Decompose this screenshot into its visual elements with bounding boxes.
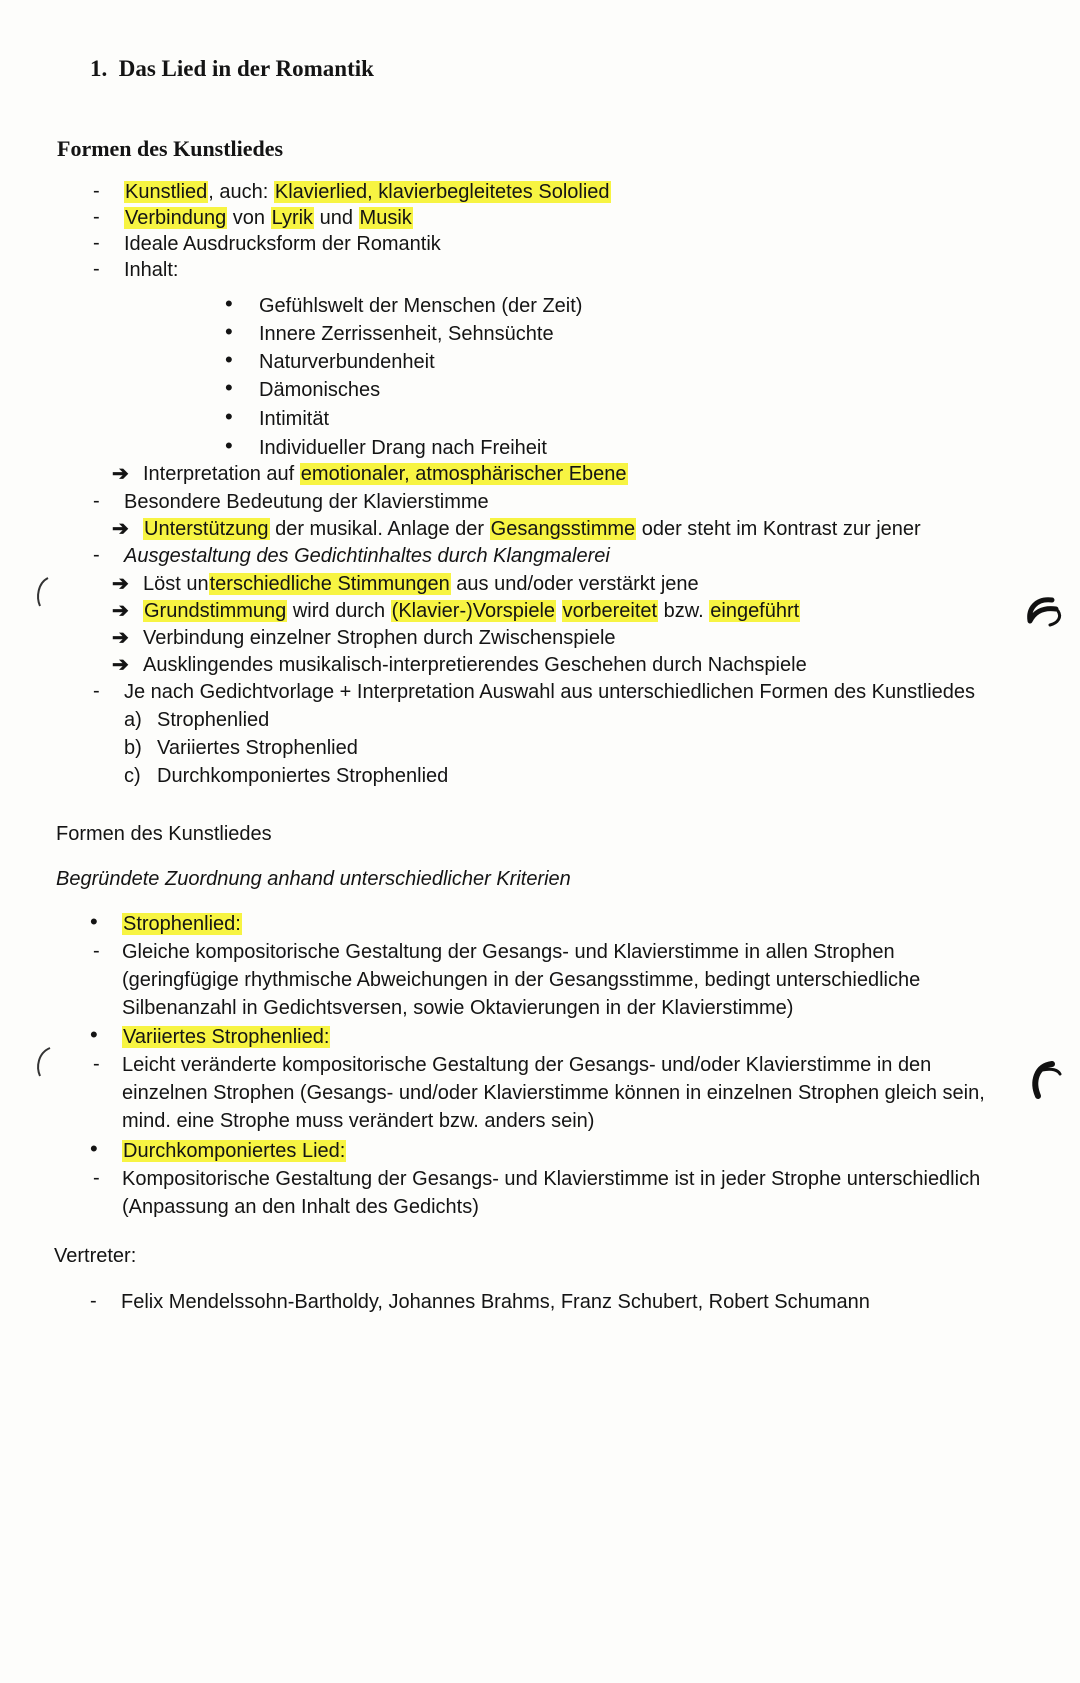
dash-marker: - [93, 940, 100, 962]
form-description-line: Gleiche kompositorische Gestaltung der Gesangs- und Klavierstimme in allen Strophen [122, 941, 895, 963]
margin-bracket-mark [30, 1045, 56, 1079]
dash-marker: - [93, 180, 100, 202]
bullet-marker: • [90, 1022, 98, 1047]
bullet-marker: • [225, 375, 233, 400]
form-description-line: Silbenanzahl in Gedichtsversen, sowie Oktavierungen in der Klavierstimme) [122, 997, 794, 1019]
bullet-marker: • [225, 291, 233, 316]
highlight-text: Grundstimmung [144, 600, 287, 622]
highlight-text: Durchkomponiertes Lied: [123, 1140, 346, 1162]
form-description-line: Kompositorische Gestaltung der Gesangs- und Klavierstimme ist in jeder Strophe unterschiedlich [122, 1168, 981, 1190]
highlight-text: (Klavier-)Vorspiele [391, 600, 556, 622]
form-label-durchkomponiert [122, 1139, 346, 1163]
arrow-item-zwischenspiele: Verbindung einzelner Strophen durch Zwischenspiele [143, 627, 616, 649]
form-letter: c) [124, 765, 141, 787]
arrow-item-grundstimmung: Grundstimmung wird durch (Klavier-)Vorspiele vorbereitet bzw. eingeführt [144, 600, 800, 622]
representatives-label: Vertreter: [54, 1245, 137, 1267]
highlight-text: emotionaler, atmosphärischer Ebene [300, 463, 627, 485]
content-bullet: Gefühlswelt der Menschen (der Zeit) [259, 295, 583, 317]
arrow-item-stimmungen: Löst unterschiedliche Stimmungen aus und/oder verstärkt jene [143, 573, 699, 595]
bullet-marker: • [225, 433, 233, 458]
dash-marker: - [93, 258, 100, 280]
form-description-line: (Anpassung an den Inhalt des Gedichts) [122, 1196, 479, 1218]
bullet-marker: • [225, 404, 233, 429]
bullet-marker: • [225, 347, 233, 372]
form-description-line: (geringfügige rhythmische Abweichungen in der Gesangsstimme, bedingt unterschiedliche [122, 969, 921, 991]
subheading-italic: Begründete Zuordnung anhand unterschiedlicher Kriterien [56, 868, 571, 890]
content-bullet: Dämonisches [259, 379, 381, 401]
dash-marker: - [93, 206, 100, 228]
list-item-verbindung: Verbindung von Lyrik und Musik [125, 207, 412, 229]
form-description-line: Leicht veränderte kompositorische Gestaltung der Gesangs- und/oder Klavierstimme in den [122, 1054, 932, 1076]
content-bullet: Innere Zerrissenheit, Sehnsüchte [259, 323, 554, 345]
form-name: Variiertes Strophenlied [157, 737, 358, 759]
form-name: Durchkomponiertes Strophenlied [157, 765, 449, 787]
arrow-icon: ➔ [112, 573, 129, 595]
highlight-text: Strophenlied: [123, 913, 241, 935]
dash-marker: - [93, 1167, 100, 1189]
highlight-text: Klavierlied, klavierbegleitetes Sololied [274, 181, 610, 203]
arrow-icon: ➔ [112, 627, 129, 649]
page-title [90, 56, 374, 82]
arrow-icon: ➔ [112, 463, 129, 485]
content-bullet: Naturverbundenheit [259, 351, 435, 373]
bullet-marker: • [90, 909, 98, 934]
form-letter: b) [124, 737, 142, 759]
list-item-klangmalerei: Ausgestaltung des Gedichtinhaltes durch Klangmalerei [124, 545, 610, 567]
dash-marker: - [90, 1290, 97, 1312]
margin-hole-mark [1026, 1060, 1066, 1104]
dash-marker: - [93, 544, 100, 566]
highlight-text: Verbindung [125, 207, 227, 229]
form-letter: a) [124, 709, 142, 731]
dash-marker: - [93, 680, 100, 702]
title-number: 1. [90, 56, 108, 81]
arrow-item-nachspiele: Ausklingendes musikalisch-interpretierendes Geschehen durch Nachspiele [143, 654, 807, 676]
content-bullet: Individueller Drang nach Freiheit [259, 437, 547, 459]
highlight-text: Musik [359, 207, 412, 229]
list-item-ausdrucksform: Ideale Ausdrucksform der Romantik [124, 233, 441, 255]
arrow-item-unterstuetzung: Unterstützung der musikal. Anlage der Gesangsstimme oder steht im Kontrast zur jener [144, 518, 921, 540]
arrow-item-interpretation: Interpretation auf emotionaler, atmosphärischer Ebene [143, 463, 627, 485]
dash-marker: - [93, 232, 100, 254]
subheading: Formen des Kunstliedes [56, 823, 272, 845]
arrow-icon: ➔ [112, 654, 129, 676]
dash-marker: - [93, 490, 100, 512]
section-heading: Formen des Kunstliedes [57, 136, 284, 161]
margin-hole-mark [1022, 595, 1068, 631]
form-description-line: mind. eine Strophe muss verändert bzw. anders sein) [122, 1110, 595, 1132]
bullet-marker: • [225, 319, 233, 344]
highlight-text: Unterstützung [144, 518, 269, 540]
highlight-text: terschiedliche Stimmungen [209, 573, 450, 595]
form-name: Strophenlied [157, 709, 270, 731]
highlight-text: Kunstlied [125, 181, 208, 203]
highlight-text: vorbereitet [562, 600, 658, 622]
content-bullet: Intimität [259, 408, 330, 430]
list-item-inhalt: Inhalt: [124, 259, 179, 281]
title-text: Das Lied in der Romantik [118, 56, 374, 81]
margin-bracket-mark [30, 575, 54, 609]
form-label-variiert [122, 1025, 330, 1049]
highlight-text: Variiertes Strophenlied: [123, 1026, 330, 1048]
arrow-icon: ➔ [112, 518, 129, 540]
highlight-text: Lyrik [271, 207, 314, 229]
dash-marker: - [93, 1053, 100, 1075]
highlight-text: eingeführt [710, 600, 800, 622]
list-item-klavierstimme: Besondere Bedeutung der Klavierstimme [124, 491, 489, 513]
highlight-text: Gesangsstimme [490, 518, 636, 540]
arrow-icon: ➔ [112, 600, 129, 622]
list-item-kunstlied: Kunstlied, auch: Klavierlied, klavierbegleitetes Sololied [125, 181, 610, 203]
list-item-auswahl: Je nach Gedichtvorlage + Interpretation Auswahl aus unterschiedlichen Formen des Kunstliedes [124, 681, 976, 703]
form-label-strophenlied [122, 912, 242, 936]
form-description-line: einzelnen Strophen (Gesangs- und/oder Klavierstimme können in einzelnen Strophen gleich sein, [122, 1082, 985, 1104]
bullet-marker: • [90, 1136, 98, 1161]
representatives-names: Felix Mendelssohn-Bartholdy, Johannes Brahms, Franz Schubert, Robert Schumann [121, 1291, 870, 1313]
